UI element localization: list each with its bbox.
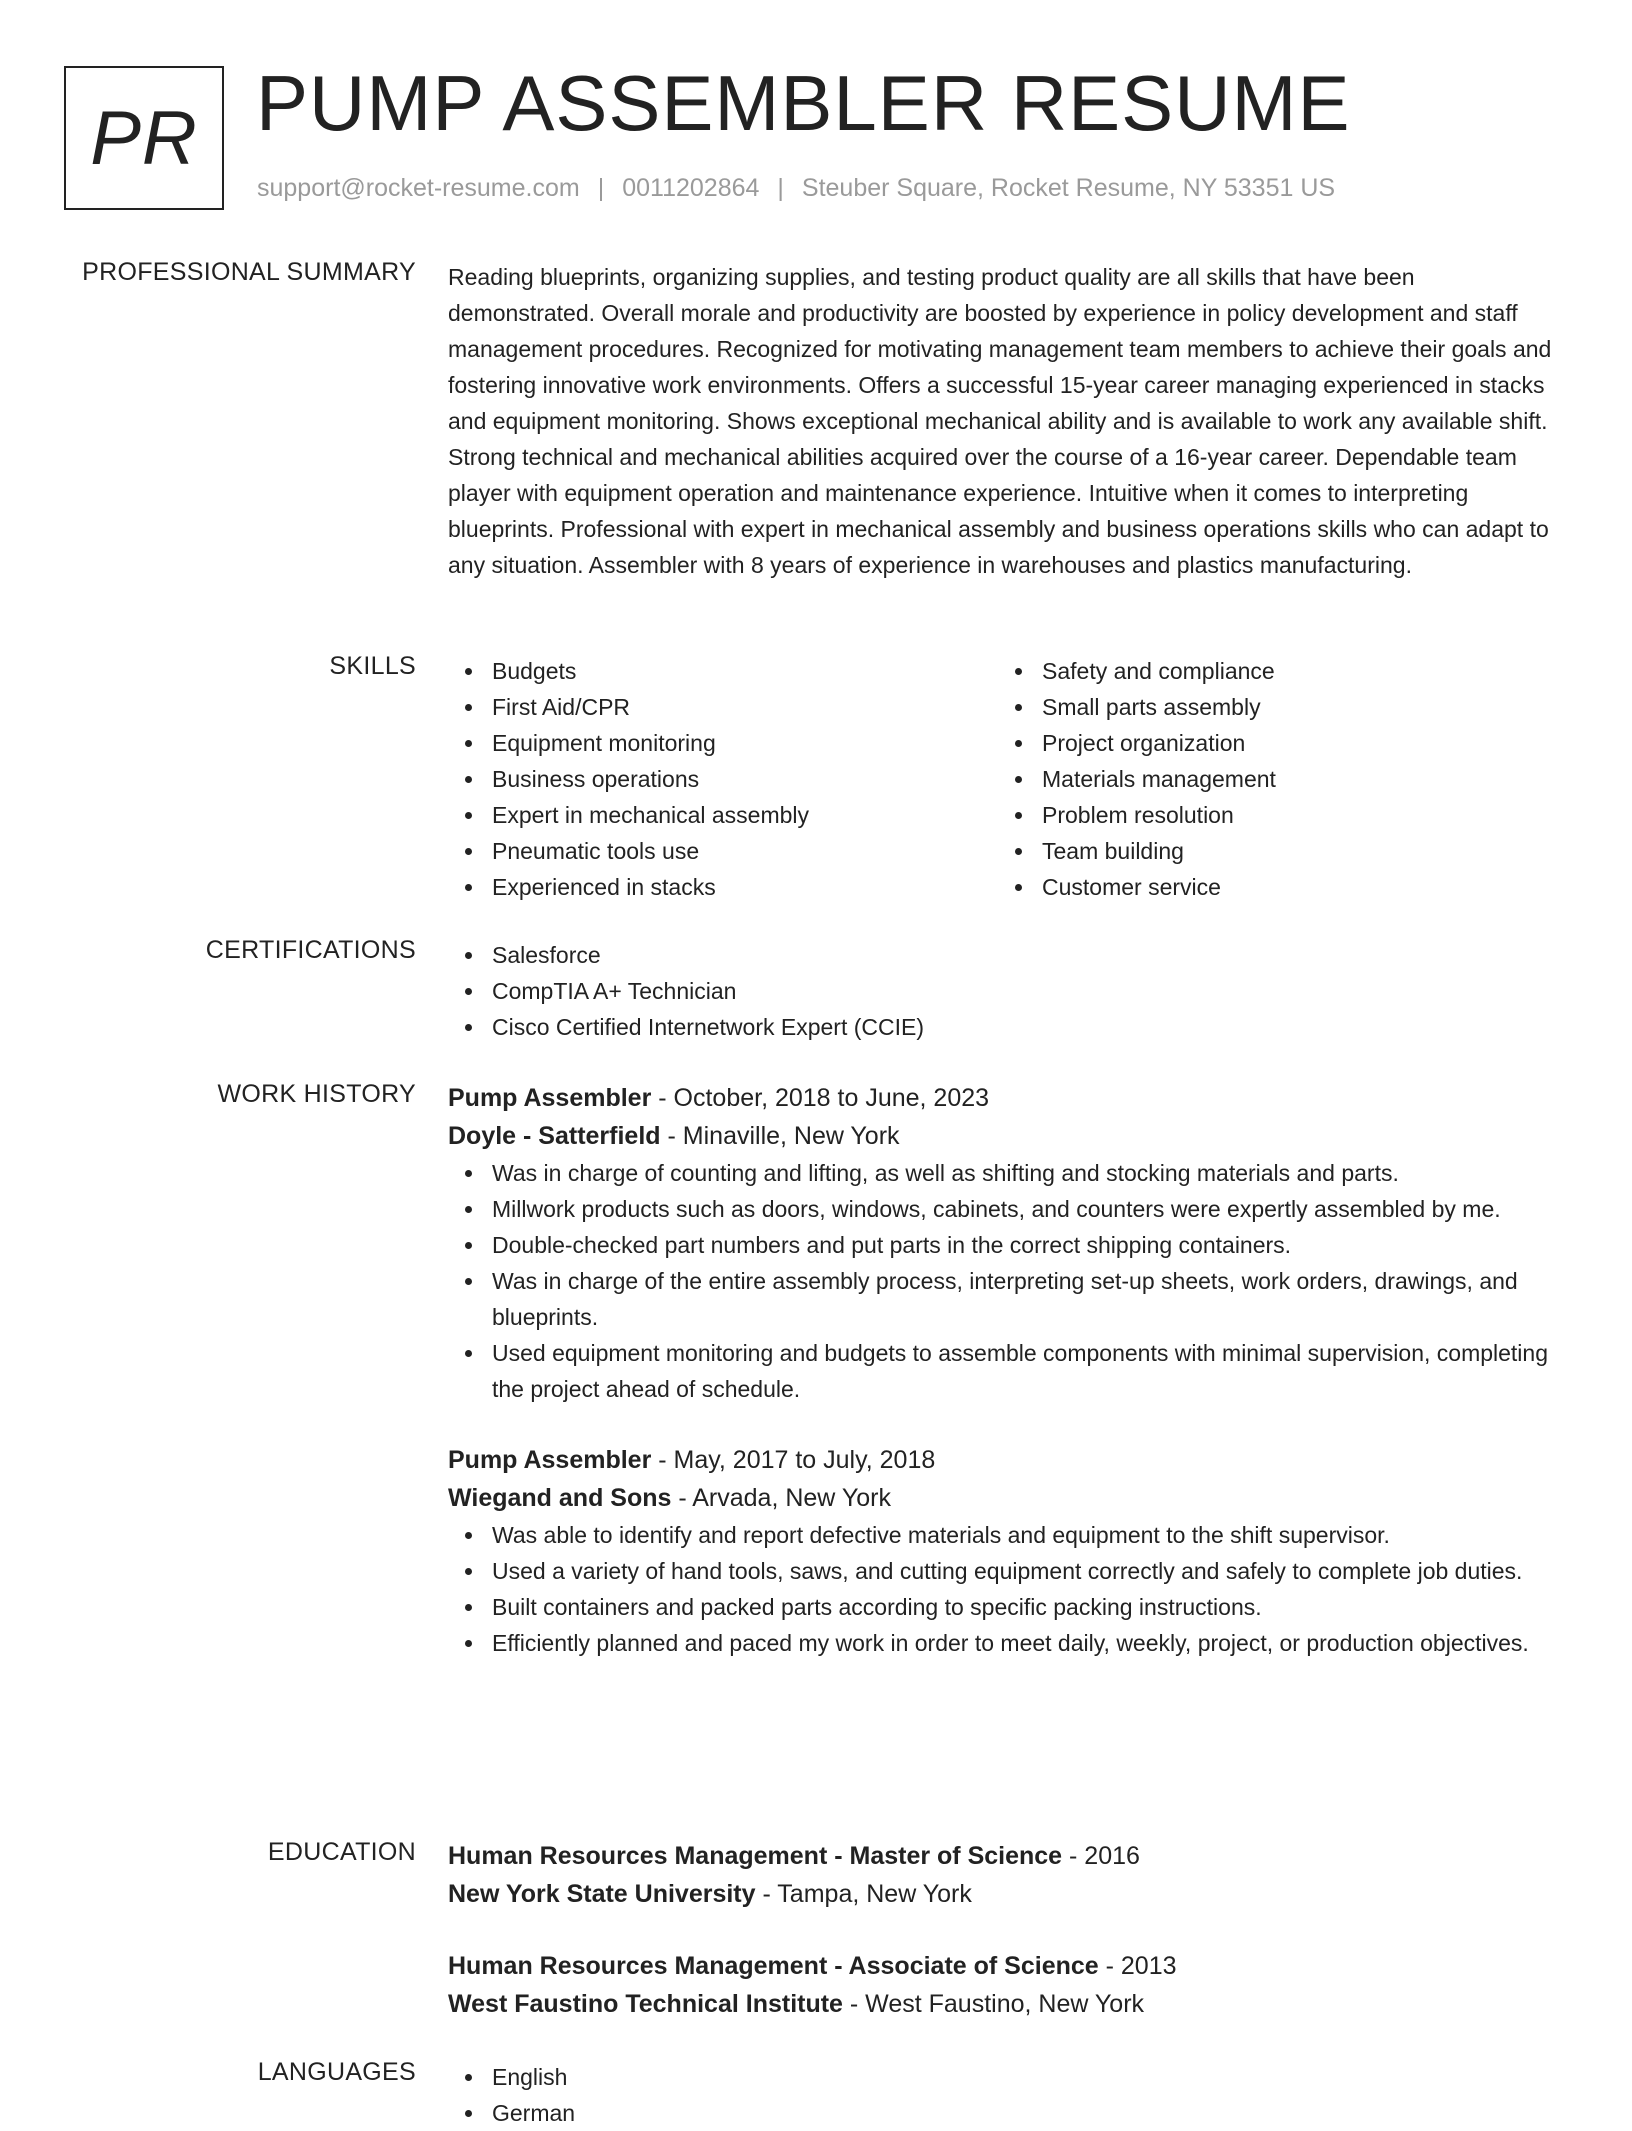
job-location: - Arvada, New York — [671, 1484, 891, 1512]
certification-item: Cisco Certified Internetwork Expert (CCIE) — [492, 1009, 1564, 1045]
school-location: - West Faustino, New York — [842, 1990, 1145, 2018]
skill-item: Team building — [1042, 833, 1548, 869]
job-duty: Built containers and packed parts according to specific packing instructions. — [492, 1589, 1564, 1625]
job-location: - Minaville, New York — [660, 1122, 900, 1150]
job-title-line — [448, 1441, 1564, 1479]
skill-item: Experienced in stacks — [492, 869, 998, 905]
job-duty: Was in charge of the entire assembly process, interpreting set-up sheets, work orders, drawings, and blueprints. — [492, 1263, 1564, 1335]
skill-item: Safety and compliance — [1042, 653, 1548, 689]
monogram-initials: PR — [90, 95, 198, 181]
job-duty: Efficiently planned and paced my work in order to meet daily, weekly, project, or production objectives. — [492, 1625, 1564, 1661]
job-entry — [448, 1079, 1564, 1407]
job-duties-list — [448, 1155, 1564, 1407]
job-dates: - October, 2018 to June, 2023 — [651, 1084, 990, 1112]
degree-line — [448, 1837, 1564, 1875]
section-heading-work-history: WORK HISTORY — [217, 1080, 416, 1108]
job-duty: Was able to identify and report defective materials and equipment to the shift supervisor. — [492, 1517, 1564, 1553]
languages-body — [448, 2059, 1564, 2131]
job-title-line — [448, 1079, 1564, 1117]
summary-body — [448, 259, 1564, 583]
degree-line — [448, 1947, 1564, 1985]
contact-line — [257, 174, 1335, 203]
job-dates: - May, 2017 to July, 2018 — [651, 1446, 936, 1474]
degree-year: - 2016 — [1062, 1842, 1140, 1870]
skills-list-left — [448, 653, 998, 905]
skill-item: Business operations — [492, 761, 998, 797]
job-entry — [448, 1441, 1564, 1661]
skills-list-right — [998, 653, 1548, 905]
job-duty: Was in charge of counting and lifting, as well as shifting and stocking materials and parts. — [492, 1155, 1564, 1191]
certifications-list — [448, 937, 1564, 1045]
degree: Human Resources Management - Associate of Science — [448, 1952, 1099, 1980]
job-duty: Used a variety of hand tools, saws, and cutting equipment correctly and safely to complete job duties. — [492, 1553, 1564, 1589]
skills-body — [448, 653, 1564, 905]
certifications-body — [448, 937, 1564, 1045]
school: New York State University — [448, 1880, 756, 1908]
skills-columns — [448, 653, 1564, 905]
certification-item: CompTIA A+ Technician — [492, 973, 1564, 1009]
language-item: German — [492, 2095, 1564, 2131]
school-line — [448, 1875, 1564, 1913]
skill-item: Small parts assembly — [1042, 689, 1548, 725]
job-title: Pump Assembler — [448, 1084, 652, 1112]
contact-address: Steuber Square, Rocket Resume, NY 53351 US — [801, 174, 1336, 202]
school-location: - Tampa, New York — [755, 1880, 972, 1908]
section-heading-certifications: CERTIFICATIONS — [205, 936, 416, 964]
section-heading-summary: PROFESSIONAL SUMMARY — [82, 258, 416, 286]
languages-list — [448, 2059, 1564, 2131]
skill-item: Project organization — [1042, 725, 1548, 761]
degree: Human Resources Management - Master of Science — [448, 1842, 1063, 1870]
job-duty: Used equipment monitoring and budgets to assemble components with minimal supervision, completing the project ahead of schedule. — [492, 1335, 1564, 1407]
job-duties-list — [448, 1517, 1564, 1661]
contact-separator: | — [777, 174, 784, 202]
job-company-line — [448, 1117, 1564, 1155]
skill-item: Equipment monitoring — [492, 725, 998, 761]
job-duty: Millwork products such as doors, windows, cabinets, and counters were expertly assembled by me. — [492, 1191, 1564, 1227]
contact-separator: | — [597, 174, 605, 202]
job-duty: Double-checked part numbers and put parts in the correct shipping containers. — [492, 1227, 1564, 1263]
skill-item: Materials management — [1042, 761, 1548, 797]
skill-item: Pneumatic tools use — [492, 833, 998, 869]
section-heading-skills: SKILLS — [329, 652, 416, 680]
certification-item: Salesforce — [492, 937, 1564, 973]
language-item: English — [492, 2059, 1564, 2095]
school: West Faustino Technical Institute — [448, 1990, 843, 2018]
section-heading-languages: LANGUAGES — [257, 2058, 416, 2086]
contact-phone[interactable]: 0011202864 — [622, 174, 760, 202]
skill-item: Budgets — [492, 653, 998, 689]
job-title: Pump Assembler — [448, 1446, 652, 1474]
skill-item: First Aid/CPR — [492, 689, 998, 725]
education-entry — [448, 1947, 1564, 2023]
school-line — [448, 1985, 1564, 2023]
skill-item: Customer service — [1042, 869, 1548, 905]
work-history-body — [448, 1079, 1564, 1661]
contact-email[interactable]: support@rocket-resume.com — [257, 174, 580, 202]
job-company-line — [448, 1479, 1564, 1517]
job-company: Wiegand and Sons — [448, 1484, 672, 1512]
resume-title: PUMP ASSEMBLER RESUME — [256, 59, 1351, 147]
job-company: Doyle - Satterfield — [448, 1122, 661, 1150]
summary-text: Reading blueprints, organizing supplies, and testing product quality are all skills that have been demonstrated. Overall morale and productivity are boosted by experience in policy development and staff management procedures. Recognized for motivating management team members to achieve their goals and fostering innovative work environments. Offers a successful 15-year career managing experienced in stacks and equipment monitoring. Shows exceptional mechanical ability and is available to work any available shift. Strong technical and mechanical abilities acquired over the course of a 16-year career. Dependable team player with equipment operation and maintenance experience. Intuitive when it comes to interpreting blueprints. Professional with expert in mechanical assembly and business operations skills who can adapt to any situation. Assembler with 8 years of experience in warehouses and plastics manufacturing. — [448, 264, 1552, 578]
education-entry — [448, 1837, 1564, 1913]
skill-item: Problem resolution — [1042, 797, 1548, 833]
section-heading-education: EDUCATION — [267, 1838, 416, 1866]
monogram-badge — [64, 66, 224, 210]
degree-year: - 2013 — [1098, 1952, 1177, 1980]
skill-item: Expert in mechanical assembly — [492, 797, 998, 833]
education-body — [448, 1837, 1564, 2023]
